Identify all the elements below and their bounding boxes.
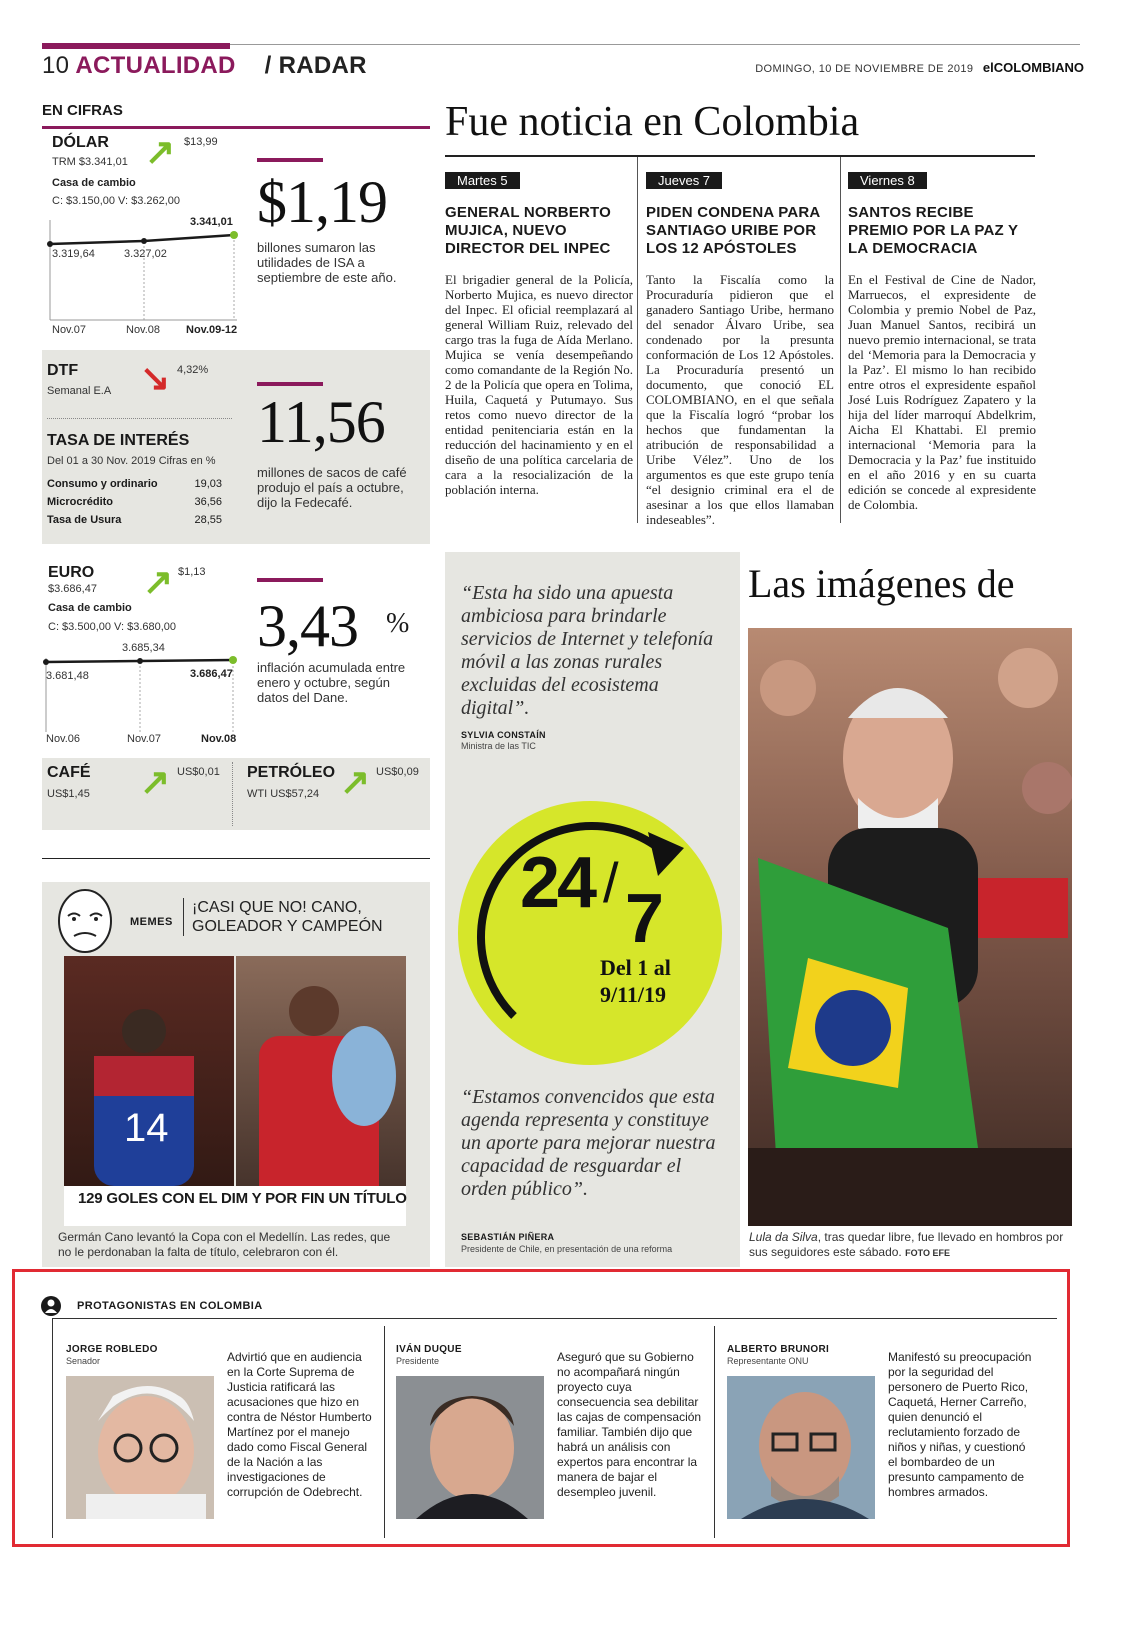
dolar-point-3: 3.341,01 (190, 216, 233, 228)
quote-text: “Estamos convencidos que esta agenda representa y constituye un aporte para mejorar nuestra capacidad de resguardar el orden público”. (461, 1086, 716, 1200)
protagonistas-title: PROTAGONISTAS EN COLOMBIA (77, 1300, 263, 1312)
headline-rule (445, 155, 1035, 157)
figure-number-inflacion: 3,43 (257, 593, 358, 659)
caption-name: Lula da Silva (749, 1230, 818, 1244)
figure-caption-isa: billones sumaron las utilidades de ISA a septiembre de este año. (257, 240, 397, 285)
news-day: Martes 5 (445, 172, 520, 189)
euro-chart (42, 652, 242, 737)
prot-sep (52, 1318, 53, 1538)
figure-caption-cafe: millones de sacos de café produjo el país a octubre, dijo la Fedecafé. (257, 465, 407, 510)
tasa-table (47, 478, 222, 526)
dtf-sub: Semanal E.A (47, 385, 112, 397)
badge-line-2: 9/11/19 (600, 982, 667, 1007)
euro-date-3: Nov.08 (201, 733, 237, 745)
prot-rule (52, 1318, 1057, 1319)
badge-24-7 (452, 798, 732, 1068)
quote-role: Presidente de Chile, en presentación de una reforma (461, 1244, 673, 1254)
rate-value: 28,55 (194, 514, 222, 526)
brunori-photo (727, 1376, 875, 1519)
lula-photo (748, 628, 1072, 1226)
euro-point-3: 3.686,47 (190, 668, 233, 680)
memes-sep (183, 898, 184, 936)
memes-photo (64, 956, 406, 1226)
section-name: ACTUALIDAD (75, 52, 236, 79)
figure-number-cafe: 11,56 (257, 389, 385, 455)
rate-value: 19,03 (194, 478, 222, 490)
caption-text: , tras quedar libre, fue llevado en hombros por sus seguidores este sábado. (749, 1230, 1064, 1259)
noticia-title: Fue noticia en Colombia (445, 99, 860, 145)
news-body: Tanto la Fiscalía como la Procuraduría pidieron que el ganadero Santiago Uribe, hermano del senador Álvaro Uribe, sea condenado por la presunta conformación de Los 12 Apóstoles. La Procuraduría presentó un documento, que conoció EL COLOMBIANO, en el que señala que la Fiscalía logró “probar los hechos que fundamentan la atribución de responsabilidad a Uribe Vélez”. Uno de los argumentos es que este grupo tenía “el designio criminal era el de asesinar a los que ellos llamaban indeseables”. (646, 272, 834, 527)
euro-point-1: 3.681,48 (46, 670, 89, 682)
prot-text: Aseguró que su Gobierno no acompañará ningún proyecto cuya consecuencia sea debilitar las cajas de compensación familiar. También dijo que habrá un análisis con expertos para encontrar la manera de bajar el desempleo juvenil. (557, 1350, 702, 1499)
dolar-point-1: 3.319,64 (52, 248, 95, 260)
dolar-casa-label: Casa de cambio (52, 177, 136, 189)
cafe-value: US$1,45 (47, 788, 90, 800)
arrow-up-icon: ↗ (143, 561, 174, 602)
figure-number-isa: $1,19 (257, 169, 387, 235)
quote-author: SEBASTIÁN PIÑERA (461, 1232, 555, 1242)
dolar-casa-values: C: $3.150,00 V: $3.262,00 (52, 195, 181, 207)
news-item (848, 172, 1036, 512)
cifras-rule (42, 126, 430, 129)
subsection-name: / RADAR (264, 52, 367, 79)
tasa-label: TASA DE INTERÉS (47, 432, 190, 449)
memes-caption: Germán Cano levantó la Copa con el Medellín. Las redes, que no le perdonaban la falta de título, celebraron con él. (58, 1230, 391, 1259)
column-separator (637, 157, 638, 523)
figure-rule (257, 382, 323, 386)
memes-title: ¡CASI QUE NO! CANO, GOLEADOR Y CAMPEÓN (192, 899, 383, 935)
badge-big-1: 24 (520, 843, 595, 923)
badge-line-1: Del 1 al (600, 955, 671, 980)
news-headline: PIDEN CONDENA PARA SANTIAGO URIBE POR LOS 12 APÓSTOLES (646, 204, 820, 257)
news-headline: SANTOS RECIBE PREMIO POR LA PAZ Y LA DEMOCRACIA (848, 204, 1018, 257)
issue-date: DOMINGO, 10 DE NOVIEMBRE DE 2019 (755, 63, 974, 75)
tasa-sub: Del 01 a 30 Nov. 2019 Cifras en % (47, 455, 216, 467)
prot-sep (384, 1326, 385, 1538)
rate-name: Consumo y ordinario (47, 478, 158, 490)
prot-name: IVÁN DUQUE (396, 1344, 462, 1355)
euro-casa-label: Casa de cambio (48, 602, 132, 614)
arrow-up-icon: ↗ (145, 131, 176, 172)
paper-logo: elCOLOMBIANO (982, 60, 1084, 75)
news-day: Viernes 8 (848, 172, 927, 189)
dolar-date-3: Nov.09-12 (186, 324, 238, 336)
dolar-date-1: Nov.07 (52, 324, 87, 336)
badge-big-2: 7 (625, 879, 664, 957)
commodities-divider (232, 762, 233, 826)
news-body: En el Festival de Cine de Nador, Marruecos, el expresidente de Colombia y premio Nobel de Paz, Juan Manuel Santos, recibirá un nuevo premio internacional, se trata del ‘Memoria para la Democracia y la Paz’. El mismo lo han recibido entre otros el expresidente español José Luis Rodríguez Zapatero y la hija del líder marroquí Abdelkrim, Aicha El Khattabi. El premio internacional ‘Memoria para la Democracia y la Paz’ fue instituido en el año 2016 y en su cuarta edición se concede al expresidente de Colombia. (848, 272, 1036, 512)
commodities-box (42, 758, 430, 830)
divider (42, 858, 430, 859)
cafe-change: US$0,01 (177, 766, 220, 778)
table-row (47, 496, 222, 508)
tasas-divider (47, 418, 232, 419)
cafe-label: CAFÉ (47, 764, 91, 781)
table-row (47, 514, 222, 526)
news-body: El brigadier general de la Policía, Norberto Mujica, es nuevo director del Inpec. El oficial reemplazará al general William Ruiz, relevado del cargo tras la fuga de Aída Merlano. Mujica se venía desempeñando como comandante de la Región No. 2 de la Policía que opera en Tolima, Huila, Caquetá y Putumayo. Sus retos como nuevo director de la entidad penitenciaria están en la reducción del hacinamiento y en el diseño de una política carcelaria de cara a la resocialización de la población interna. (445, 272, 633, 497)
page-number: 10 (42, 52, 70, 79)
prot-sep (714, 1326, 715, 1538)
dolar-point-2: 3.327,02 (124, 248, 167, 260)
prot-name: JORGE ROBLEDO (66, 1344, 158, 1355)
person-icon (40, 1295, 62, 1317)
prot-role: Representante ONU (727, 1356, 809, 1366)
figure-rule (257, 578, 323, 582)
dtf-value: 4,32% (177, 364, 209, 376)
prot-text: Advirtió que en audiencia en la Corte Suprema de Justicia ratificará las acusaciones que hizo en contra de Néstor Humberto Martínez por el manejo dado como Fiscal General de la Nación a las investigaciones de corrupción de Odebrecht. (227, 1350, 372, 1499)
lula-caption (749, 1230, 1069, 1261)
quote-role: Ministra de las TIC (461, 741, 536, 751)
news-day: Jueves 7 (646, 172, 722, 189)
dolar-chart (42, 212, 242, 332)
prot-name: ALBERTO BRUNORI (727, 1344, 830, 1355)
euro-label: EURO (48, 564, 95, 581)
prot-role: Presidente (396, 1356, 440, 1366)
section-header (42, 52, 367, 80)
memes-photo-text: 129 GOLES CON EL DIM Y POR FIN UN TÍTULO (78, 1190, 407, 1207)
meme-face-icon (48, 886, 122, 956)
petroleo-label: PETRÓLEO (247, 764, 336, 781)
rate-name: Tasa de Usura (47, 514, 122, 526)
arrow-up-icon: ↗ (340, 761, 371, 802)
rate-name: Microcrédito (47, 496, 114, 508)
svg-text:14: 14 (124, 1106, 169, 1150)
arrow-down-icon: ↘ (140, 357, 171, 398)
news-item (646, 172, 834, 527)
dolar-date-2: Nov.08 (126, 324, 161, 336)
news-headline: GENERAL NORBERTO MUJICA, NUEVO DIRECTOR DEL INPEC (445, 204, 611, 257)
arrow-up-icon: ↗ (140, 761, 171, 802)
dolar-change: $13,99 (184, 136, 218, 148)
duque-photo (396, 1376, 544, 1519)
memes-label: MEMES (130, 916, 173, 928)
euro-point-2: 3.685,34 (122, 642, 165, 654)
rate-value: 36,56 (194, 496, 222, 508)
quote-text: “Esta ha sido una apuesta ambiciosa para brindarle servicios de Internet y telefonía móvil a las zonas rurales excluidas del ecosistema digital”. (461, 582, 714, 719)
photo-credit: FOTO EFE (905, 1248, 950, 1258)
cifras-title: EN CIFRAS (42, 102, 123, 119)
prot-role: Senador (66, 1356, 101, 1366)
figure-rule (257, 158, 323, 162)
prot-text: Manifestó su preocupación por la seguridad del personero de Puerto Rico, Caquetá, Herner Carreño, quien denunció el reclutamiento forzado de niños y niñas, y cuestionó el bombardeo de un presunto campamento de hombres armados. (888, 1350, 1032, 1499)
robledo-photo (66, 1376, 214, 1519)
table-row (47, 478, 222, 490)
petroleo-value: WTI US$57,24 (247, 788, 320, 800)
euro-value: $3.686,47 (48, 583, 97, 595)
euro-casa-values: C: $3.500,00 V: $3.680,00 (48, 621, 177, 633)
figure-unit: % (386, 608, 410, 639)
date-line (755, 60, 1084, 75)
euro-date-1: Nov.06 (46, 733, 81, 745)
badge-slash: / (603, 851, 619, 914)
petroleo-change: US$0,09 (376, 766, 419, 778)
figure-caption-inflacion: inflación acumulada entre enero y octubre, según datos del Dane. (257, 660, 406, 705)
euro-change: $1,13 (178, 566, 206, 578)
section-bar (42, 43, 230, 49)
dolar-trm: TRM $3.341,01 (52, 156, 128, 168)
quote-author: SYLVIA CONSTAÍN (461, 730, 546, 740)
dtf-label: DTF (47, 362, 79, 379)
imagenes-title: Las imágenes de (748, 561, 1015, 606)
column-separator (840, 157, 841, 523)
euro-date-2: Nov.07 (127, 733, 162, 745)
news-item (445, 172, 633, 497)
dolar-label: DÓLAR (52, 134, 109, 151)
